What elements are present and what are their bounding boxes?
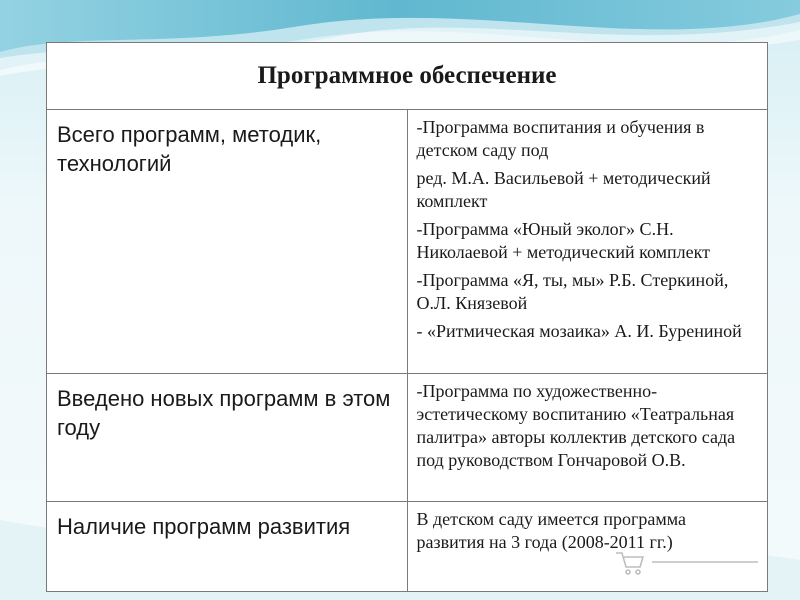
table-title: Программное обеспечение <box>47 43 768 110</box>
row-label: Всего программ, методик, технологий <box>47 110 408 374</box>
program-item: -Программа «Я, ты, мы» Р.Б. Стеркиной, О.Л. Князевой <box>416 270 729 313</box>
program-item: В детском саду имеется программа развития на 3 года (2008-2011 гг.) <box>416 509 686 552</box>
program-item: -Программа по художественно-эстетическому воспитанию «Театральная палитра» авторы коллектив детского сада под руководством Гончаровой О.В. <box>416 381 736 470</box>
row-content <box>407 374 768 502</box>
program-item: -Программа воспитания и обучения в детском саду под <box>416 117 705 160</box>
program-table <box>46 42 768 592</box>
program-item: -Программа «Юный эколог» С.Н. Николаевой + методический комплект <box>416 219 710 262</box>
program-item: - «Ритмическая мозаика» А. И. Бурениной <box>416 321 742 341</box>
table-row <box>47 110 768 374</box>
program-item: ред. М.А. Васильевой + методический комплект <box>416 168 711 211</box>
table-row <box>47 374 768 502</box>
row-content <box>407 110 768 374</box>
row-content <box>407 502 768 592</box>
cart-watermark-icon <box>612 548 762 576</box>
row-label: Введено новых программ в этом году <box>47 374 408 502</box>
row-label: Наличие программ развития <box>47 502 408 592</box>
table-row <box>47 502 768 592</box>
